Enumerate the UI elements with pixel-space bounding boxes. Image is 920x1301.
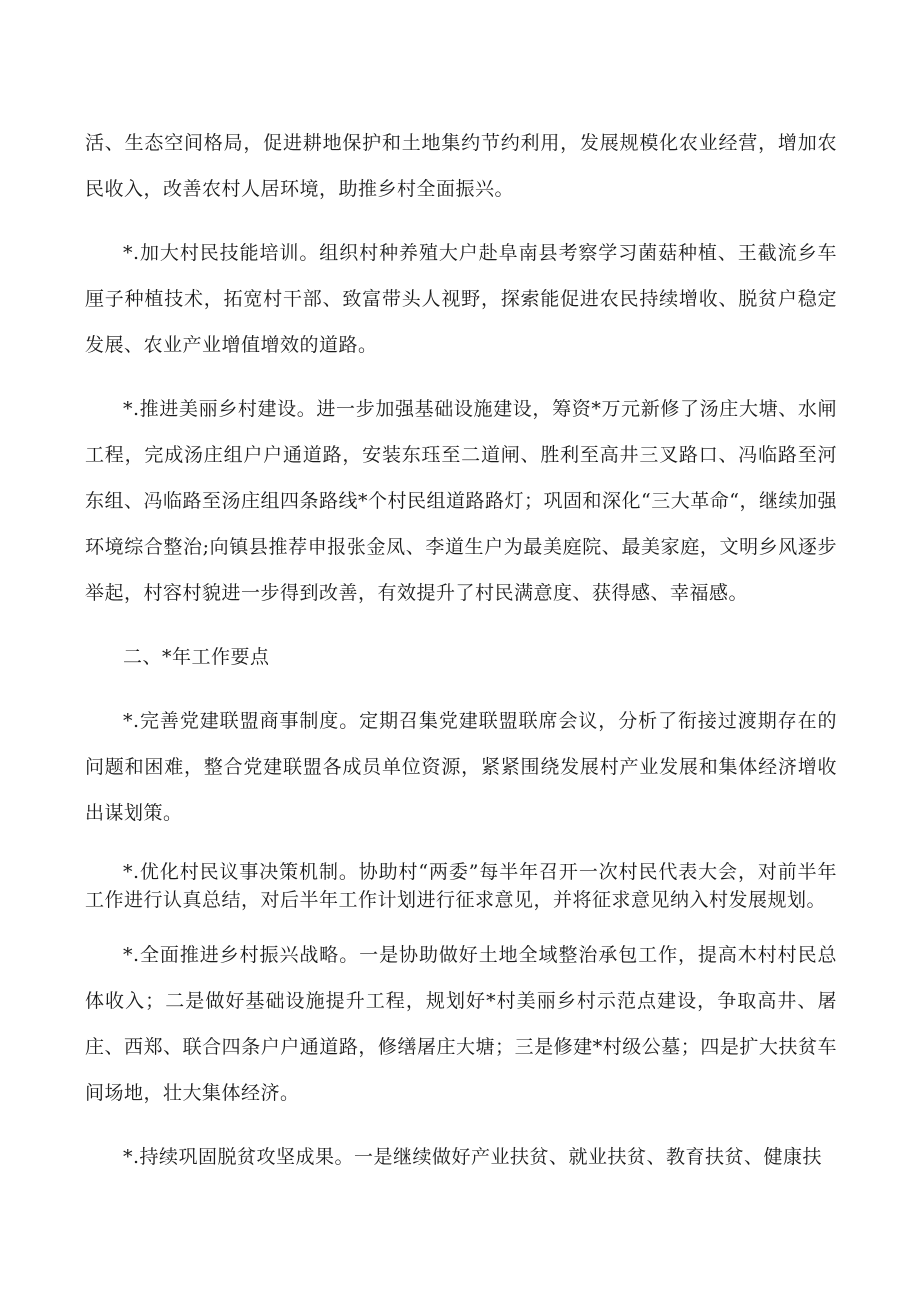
paragraph-skills-training: *.加大村民技能培训。组织村种养殖大户赴阜南县考察学习菌菇种植、王截流乡车厘子种植技术，拓宽村干部、致富带头人视野，探索能促进农民持续增收、脱贫户稳定发展、农业产业增值增效的道路。 [85, 242, 837, 356]
paragraph-rural-revitalization: *.全面推进乡村振兴战略。一是协助做好土地全域整治承包工作，提高木村村民总体收入；二是做好基础设施提升工程，规划好*村美丽乡村示范点建设，争取高井、屠庄、西郑、联合四条户户通道路，修缮屠庄大塘；三是修建*村级公墓；四是扩大扶贫车间场地，壮大集体经济。 [85, 944, 837, 1104]
paragraph-villager-deliberation: *.优化村民议事决策机制。协助村“两委”每半年召开一次村民代表大会，对前半年工作进行认真总结，对后半年工作计划进行征求意见，并将征求意见纳入村发展规划。 [85, 861, 837, 911]
paragraph-continuation: 活、生态空间格局，促进耕地保护和土地集约节约利用，发展规模化农业经营，增加农民收入，改善农村人居环境，助推乡村全面振兴。 [85, 132, 837, 200]
section-heading: 二、*年工作要点 [123, 646, 270, 668]
paragraph-party-alliance: *.完善党建联盟商事制度。定期召集党建联盟联席会议，分析了衔接过渡期存在的问题和困难，整合党建联盟各成员单位资源，紧紧围绕发展村产业发展和集体经济增收出谋划策。 [85, 710, 837, 824]
paragraph-poverty-consolidation: *.持续巩固脱贫攻坚成果。一是继续做好产业扶贫、就业扶贫、教育扶贫、健康扶 [123, 1146, 823, 1168]
paragraph-beautiful-village: *.推进美丽乡村建设。进一步加强基础设施建设，筹资*万元新修了汤庄大塘、水闸工程，完成汤庄组户户通道路，安装东珏至二道闸、胜利至高井三叉路口、冯临路至河东组、冯临路至汤庄组四条路线*个村民组道路路灯；巩固和深化“三大革命“，继续加强环境综合整治;向镇县推荐申报张金凤、李道生户为最美庭院、最美家庭，文明乡风逐步举起，村容村貌进一步得到改善，有效提升了村民满意度、获得感、幸福感。 [85, 398, 837, 604]
document-body [85, 120, 837, 1180]
